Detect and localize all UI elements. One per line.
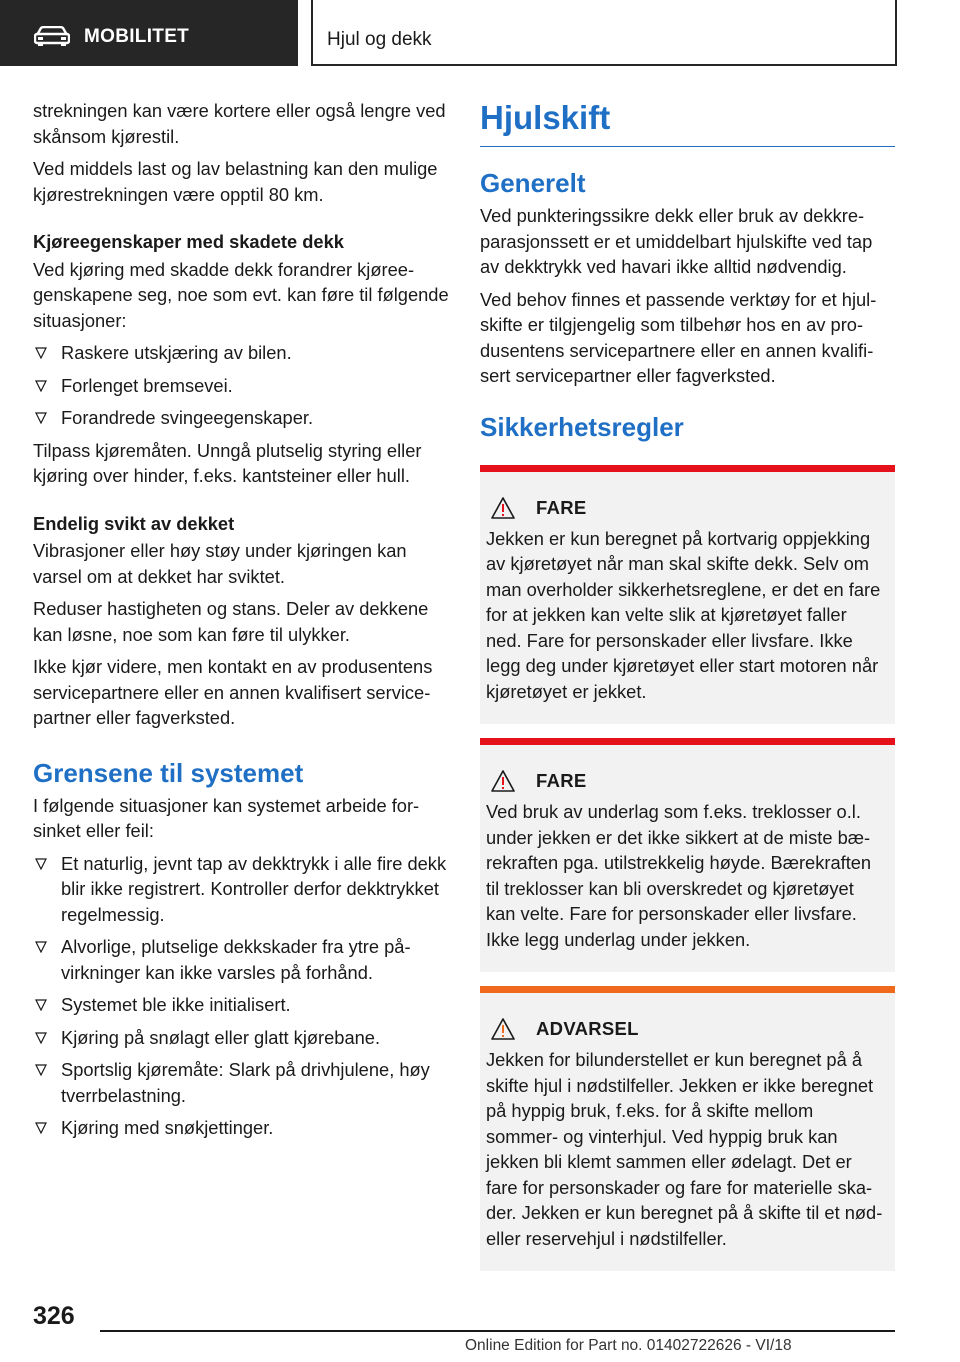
warning-triangle-icon [490,1017,516,1041]
paragraph: Tilpass kjøremåten. Unngå plutselig styring eller kjøring over hinder, f.eks. kantsteiner eller hull. [33,439,422,486]
heading-safety-rules: Sikkerhetsregler [480,411,684,442]
list-item [33,934,449,985]
list-item-text: Kjøring på snølagt eller glatt kjørebane. [61,1026,381,1048]
list-item [33,1025,449,1051]
warning-label: FARE [536,770,587,791]
warning-title [486,496,887,520]
heading-general: Generelt [480,168,586,198]
warning-label: ADVARSEL [536,1018,639,1039]
heading-wheel-change: Hjulskift [480,98,895,147]
triangle-bullet-icon [35,380,47,392]
car-icon [34,26,70,46]
warning-box-caution [480,986,895,1271]
footer-divider [100,1330,895,1332]
list-item [33,1115,449,1141]
list-item [33,340,449,366]
triangle-bullet-icon [35,858,47,870]
left-column [33,98,449,1148]
bullet-list [33,851,449,1141]
warning-text: Jekken for bilunderstellet er kun beregnet på å skifte hjul i nødstilfeller. Jekken er ikke beregnet på hyppig bruk, f.eks. for å skifte mellom sommer- og vinterhjul. Ved hyppig bruk kan jekken bli klemt sammen eller ødelagt. Det er fare for personskader og fare for materielle skader. Jekken er kun beregnet på å skifte til et nød- eller reservehjul i nødstilfeller. [486,1049,883,1249]
list-item-text: Systemet ble ikke initialisert. [61,994,291,1015]
warning-title [486,1017,887,1041]
paragraph: strekningen kan være kortere eller også lengre ved skånsom kjørestil. [33,100,446,147]
bullet-list [33,340,449,431]
footer-edition: Online Edition for Part no. 01402722626 - VI/18 [465,1337,792,1354]
list-item-text: Sportslig kjøremåte: Slark på drivhjulene, høy tverrbelastning. [61,1059,430,1106]
list-item [33,405,449,431]
list-item [33,1057,449,1108]
list-item [33,992,449,1018]
header-chapter-title: Hjul og dekk [327,29,432,50]
list-item-text: Kjøring med snøkjettinger. [61,1117,274,1138]
heading-system-limits: Grensene til systemet [33,757,304,788]
right-column [480,98,895,1285]
header-section-tab [0,0,298,66]
triangle-bullet-icon [35,1032,47,1044]
triangle-bullet-icon [35,412,47,424]
triangle-bullet-icon [35,1064,47,1076]
warning-text: Jekken er kun beregnet på kortvarig oppjekking av kjøretøyet når man skal skifte dekk. Selv om man overholder sikkerhetsreglene, er det en fare for at jekken kan velte slik at kjøretøyet faller ned. Fare for personskader eller livsfare. Ikke legg deg under kjøretøyet eller start motoren når kjøretøyet er jekket. [486,527,881,702]
header-section-title: MOBILITET [84,26,190,47]
paragraph: Ved kjøring med skadde dekk forandrer kjøreegenskapene seg, noe som evt. kan føre til følgende situasjoner: [33,258,449,331]
list-item-text: Forandrede svingeegenskaper. [61,407,314,428]
list-item-text: Forlenget bremsevei. [61,374,233,396]
subheading-damaged-tyres: Kjøreegenskaper med skadete dekk [33,231,344,252]
list-item-text: Raskere utskjæring av bilen. [61,342,292,363]
subheading-tyre-failure: Endelig svikt av dekket [33,512,235,534]
warning-box-danger [480,465,895,725]
warning-title [486,769,887,793]
warning-text: Ved bruk av underlag som f.eks. treklosser o.l. under jekken er det ikke sikkert at de miste bærekraften pga. utilstrekkelig høyde. Bærekraften til treklosser kan bli overskredet og kjøretøyet kan velte. Fare for personskader eller livsfare. Ikke legg underlag under jekken. [486,801,872,950]
header-chapter-box [311,0,897,66]
triangle-bullet-icon [35,1122,47,1134]
paragraph: I følgende situasjoner kan systemet arbeide forsinket eller feil: [33,794,420,841]
list-item-text: Et naturlig, jevnt tap av dekktrykk i alle fire dekk blir ikke registrert. Kontroller derfor dekktrykket regelmessig. [61,852,447,925]
list-item-text: Alvorlige, plutselige dekkskader fra ytre påvirkninger kan ikke varsles på forhånd. [61,936,411,983]
paragraph: Ved behov finnes et passende verktøy for et hjulskifte er tilgjengelig som tilbehør hos en av produsentens servicepartnere eller en annen kvalifisert servicepartner eller fagverksted. [480,288,877,386]
list-item [33,851,449,928]
paragraph: Ikke kjør videre, men kontakt en av produsentens servicepartnere eller en annen kvalifisert servicepartner eller fagverksted. [33,656,433,728]
page-number: 326 [33,1302,75,1330]
paragraph: Ved middels last og lav belastning kan den mulige kjørestrekningen være opptil 80 km. [33,158,438,205]
paragraph: Vibrasjoner eller høy støy under kjøringen kan varsel om at dekket har sviktet. [33,540,407,587]
triangle-bullet-icon [35,347,47,359]
list-item [33,373,449,399]
triangle-bullet-icon [35,999,47,1011]
paragraph: Ved punkteringssikre dekk eller bruk av dekkreparasjonssett er et umiddelbart hjulskifte ved tap av dekktrykk ved havari ikke alltid nødvendig. [480,205,873,277]
triangle-bullet-icon [35,941,47,953]
warning-label: FARE [536,496,587,518]
warning-triangle-icon [490,769,516,793]
paragraph: Reduser hastigheten og stans. Deler av dekkene kan løsne, noe som kan føre til ulykker. [33,598,429,645]
warning-box-danger [480,738,895,972]
warning-triangle-icon [490,496,516,520]
